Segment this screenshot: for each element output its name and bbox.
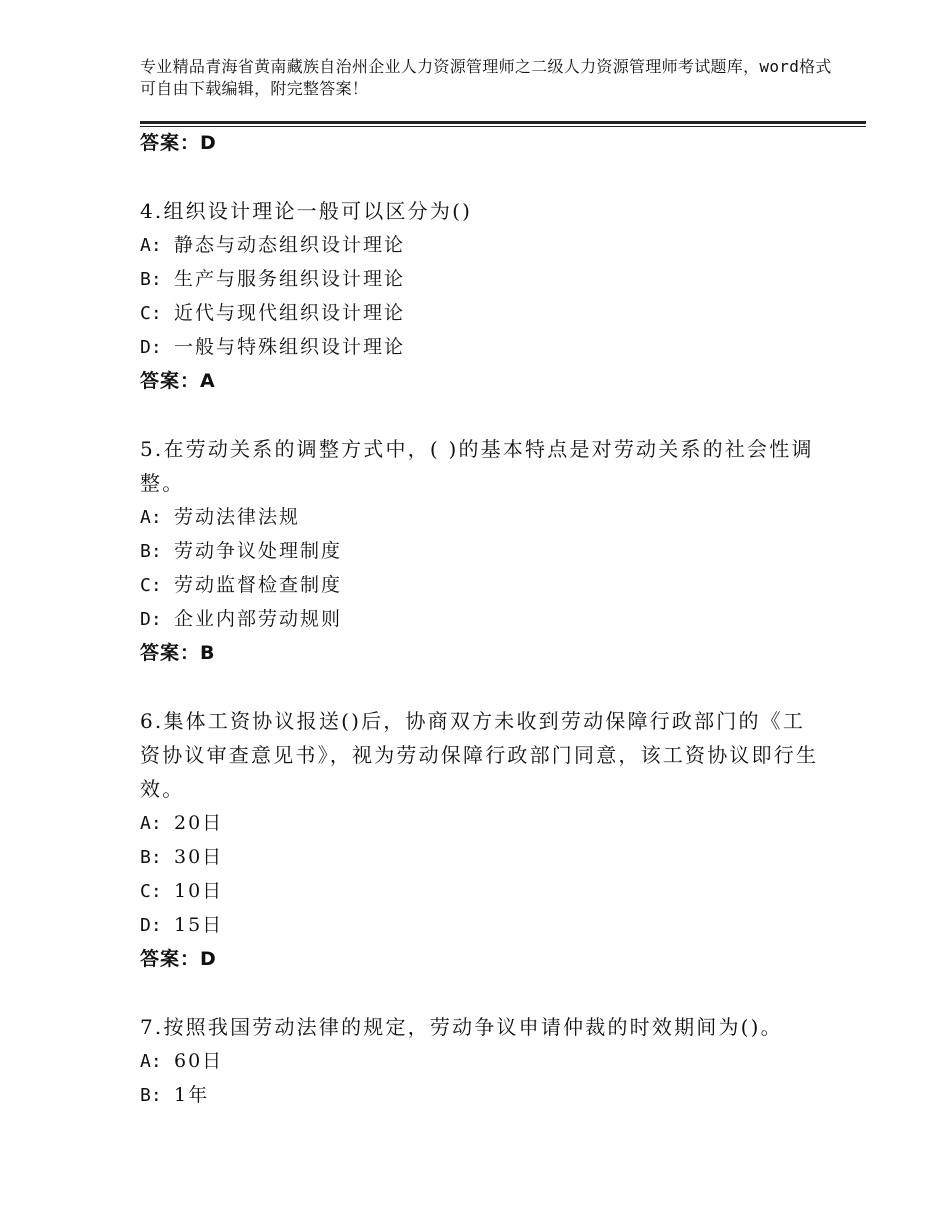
option-text: 60日	[174, 1050, 224, 1072]
option-item	[140, 806, 820, 840]
document-body	[140, 126, 820, 1112]
option-text: 静态与动态组织设计理论	[174, 234, 406, 256]
option-letter: A:	[140, 507, 162, 528]
option-text: 近代与现代组织设计理论	[174, 302, 406, 324]
option-text: 劳动监督检查制度	[174, 574, 343, 596]
document-header: 专业精品青海省黄南藏族自治州企业人力资源管理师之二级人力资源管理师考试题库，word格式可自由下载编辑，附完整答案！	[140, 57, 832, 98]
option-item	[140, 602, 820, 636]
option-text: 企业内部劳动规则	[174, 608, 343, 630]
answer-line: 答案：B	[140, 642, 216, 664]
option-letter: D:	[140, 337, 162, 358]
option-item	[140, 262, 820, 296]
option-letter: B:	[140, 541, 162, 562]
option-item	[140, 1044, 820, 1078]
option-text: 一般与特殊组织设计理论	[174, 336, 406, 358]
option-text: 20日	[174, 812, 224, 834]
option-text: 劳动争议处理制度	[174, 540, 343, 562]
option-item	[140, 534, 820, 568]
option-item	[140, 296, 820, 330]
question-text: 4.组织设计理论一般可以区分为()	[140, 199, 473, 223]
question-text: 6.集体工资协议报送()后，协商双方未收到劳动保障行政部门的《工资协议审查意见书》，视为劳动保障行政部门同意，该工资协议即行生效。	[140, 709, 819, 801]
answer-line: 答案：A	[140, 370, 216, 392]
option-letter: D:	[140, 609, 162, 630]
option-letter: D:	[140, 915, 162, 936]
option-letter: C:	[140, 881, 162, 902]
option-letter: C:	[140, 575, 162, 596]
option-text: 劳动法律法规	[174, 506, 301, 528]
option-text: 15日	[174, 914, 224, 936]
question-text: 5.在劳动关系的调整方式中，( )的基本特点是对劳动关系的社会性调整。	[140, 437, 814, 495]
answer-line: 答案：D	[140, 948, 217, 970]
answer-line: 答案：D	[140, 132, 217, 154]
option-item	[140, 330, 820, 364]
option-item	[140, 908, 820, 942]
option-text: 生产与服务组织设计理论	[174, 268, 406, 290]
option-letter: C:	[140, 303, 162, 324]
option-text: 30日	[174, 846, 224, 868]
option-item	[140, 840, 820, 874]
option-text: 1年	[174, 1084, 210, 1106]
option-letter: A:	[140, 813, 162, 834]
option-letter: B:	[140, 1085, 162, 1106]
option-item	[140, 228, 820, 262]
option-letter: B:	[140, 847, 162, 868]
question-block	[140, 1010, 820, 1112]
option-text: 10日	[174, 880, 224, 902]
question-block	[140, 432, 820, 670]
question-text: 7.按照我国劳动法律的规定，劳动争议申请仲裁的时效期间为()。	[140, 1015, 783, 1039]
option-item	[140, 568, 820, 602]
option-item	[140, 500, 820, 534]
option-letter: B:	[140, 269, 162, 290]
option-letter: A:	[140, 235, 162, 256]
option-letter: A:	[140, 1051, 162, 1072]
option-item	[140, 1078, 820, 1112]
question-block	[140, 704, 820, 976]
question-block	[140, 194, 820, 398]
header-rule-thick	[140, 121, 866, 124]
option-item	[140, 874, 820, 908]
